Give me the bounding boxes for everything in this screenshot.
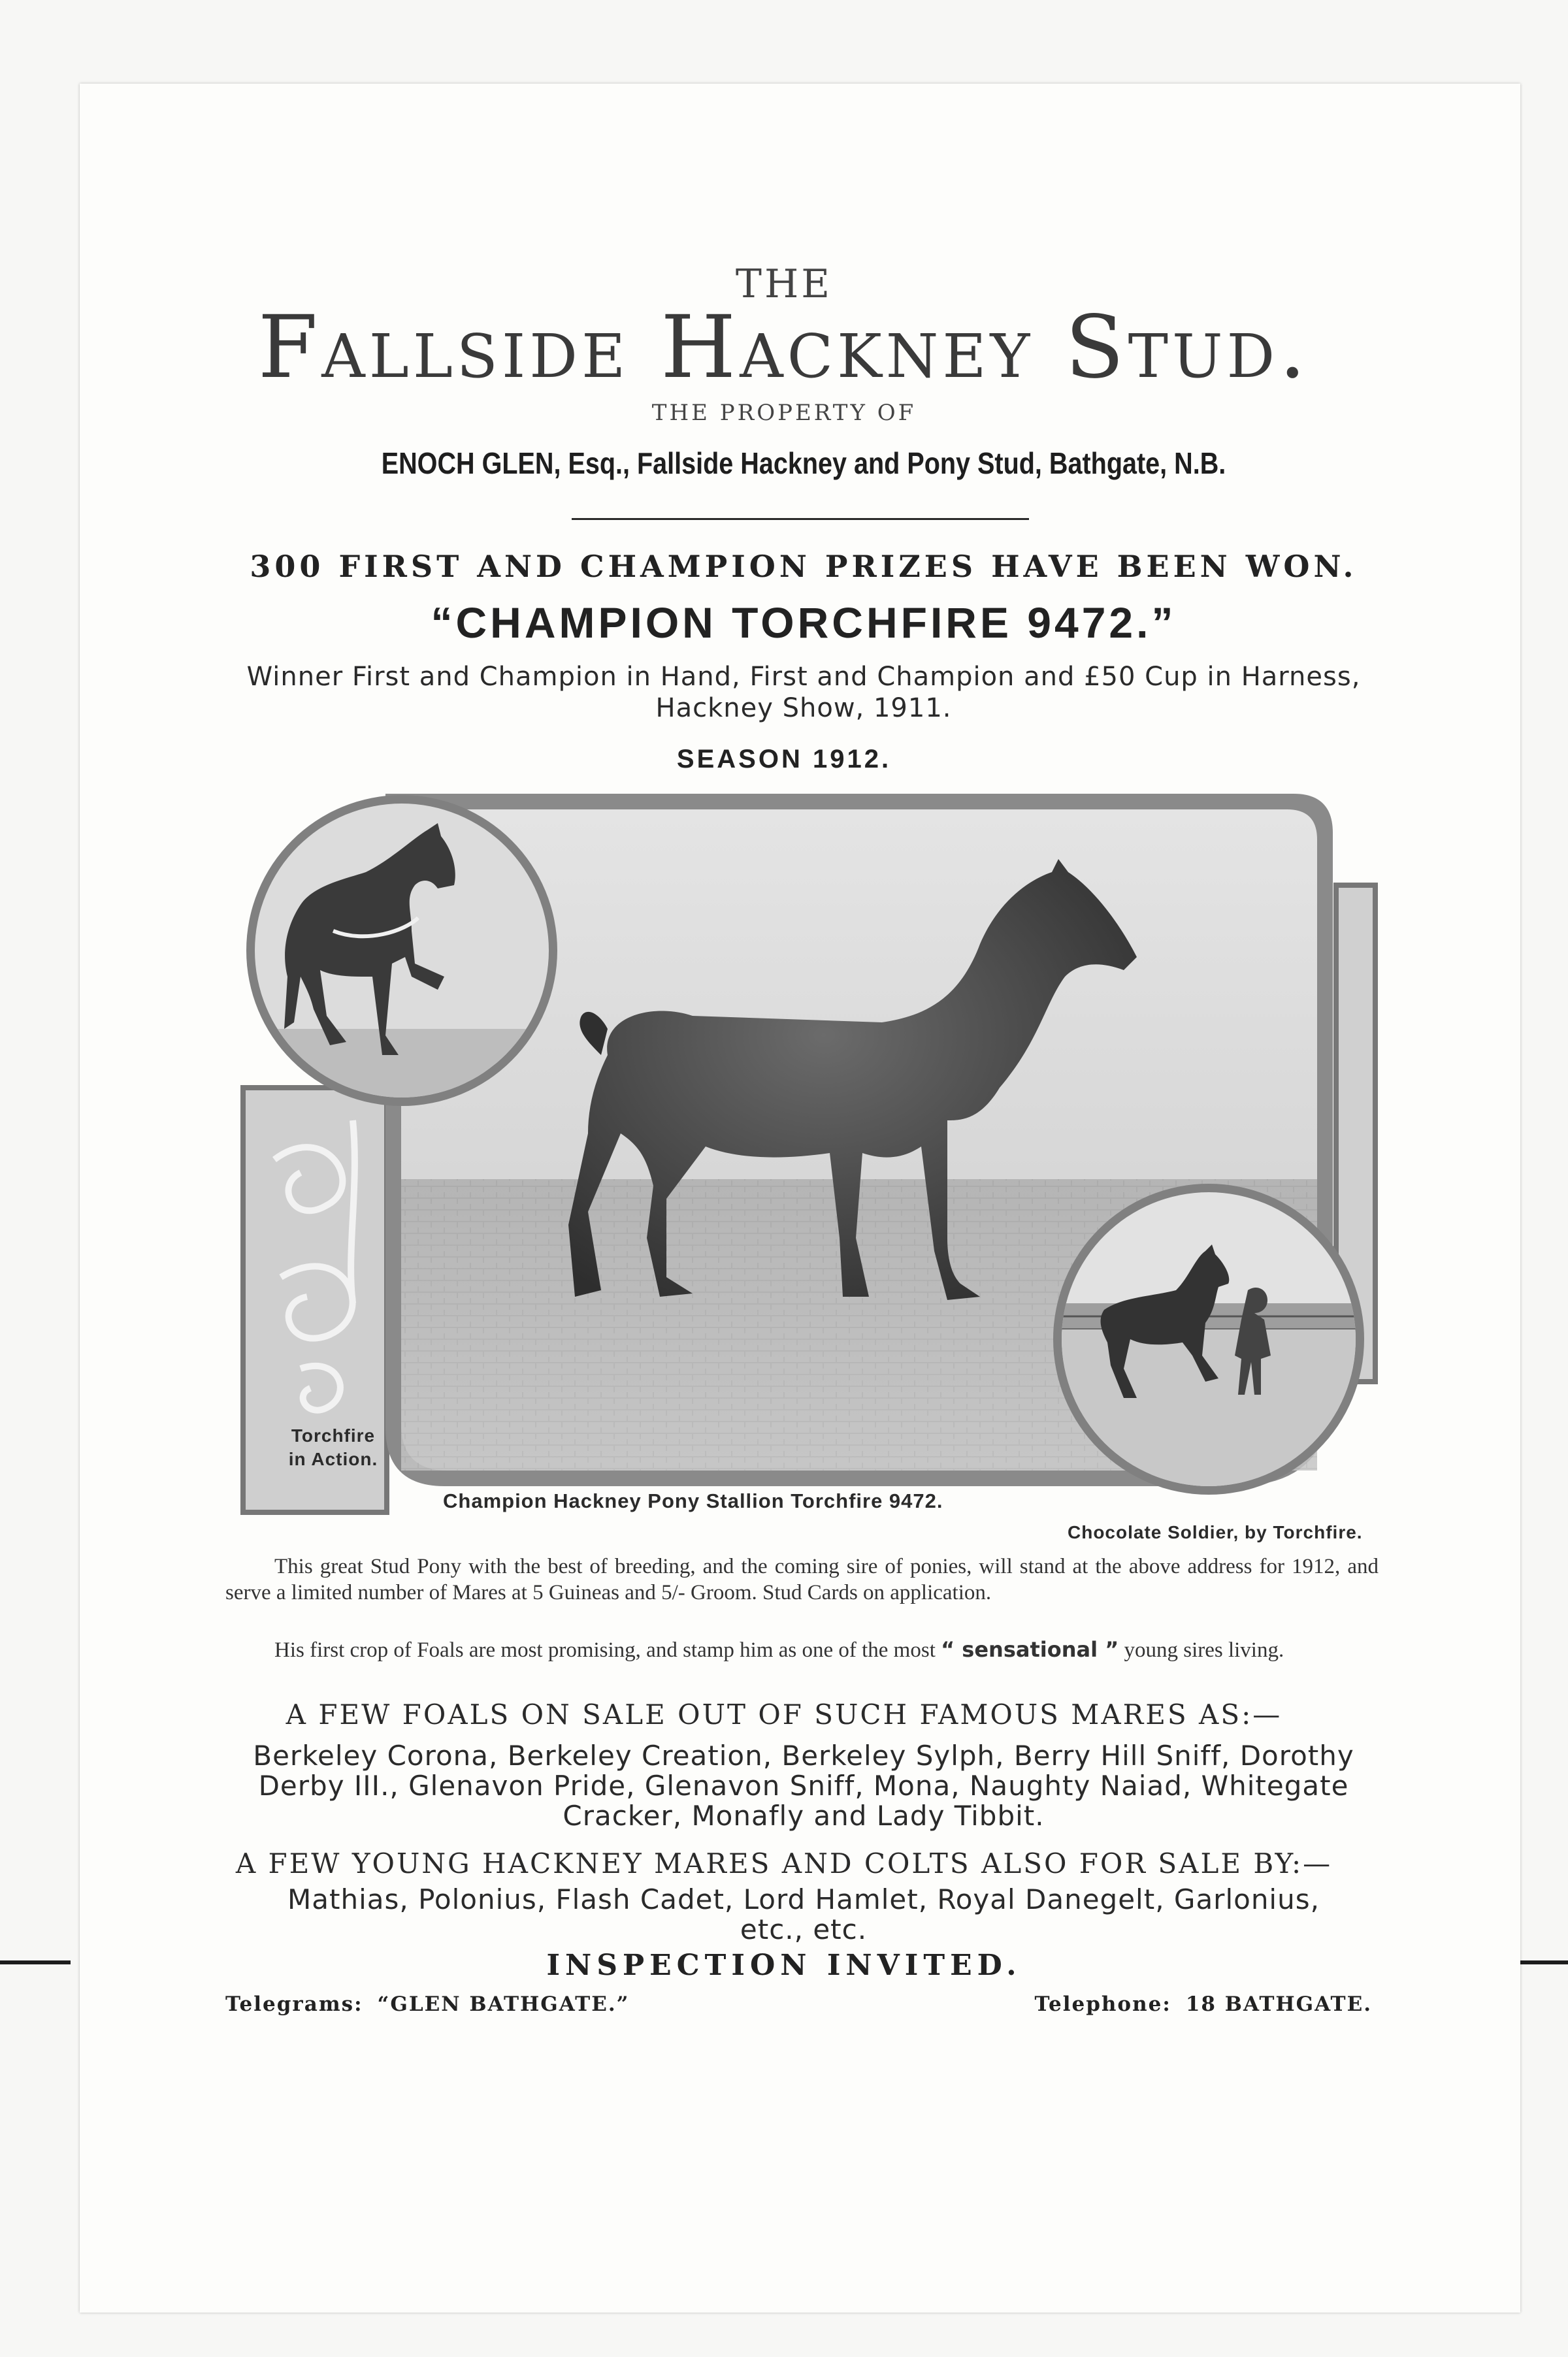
caption-action (242, 1424, 425, 1471)
mares-heading: A FEW YOUNG HACKNEY MARES AND COLTS ALSO FOR SALE BY:— (235, 1847, 1333, 1879)
caption-main: Champion Hackney Pony Stallion Torchfire 9472. (443, 1489, 943, 1512)
para2-emphasis: “ sensational ” (941, 1637, 1119, 1662)
para2-start: His first crop of Foals are most promising, and stamp him as one of the most (274, 1638, 936, 1662)
sires-list: Mathias, Polonius, Flash Cadet, Lord Hamlet, Royal Danegelt, Garlonius, etc., etc. (287, 1883, 1320, 1945)
footer-telephone (1013, 1992, 1372, 2016)
divider-rule (572, 518, 1029, 520)
para2-end: young sires living. (1124, 1638, 1284, 1662)
photo-collage (196, 781, 1392, 1532)
owner-line: ENOCH GLEN, Esq., Fallside Hackney and Pony Stud, Bathgate, N.B. (381, 446, 1226, 480)
telephone-value: 18 BATHGATE. (1185, 1992, 1372, 2016)
paragraph-stud-pony: This great Stud Pony with the best of breeding, and the coming sire of ponies, will stand at the above address for 1912, and serve a limited number of Mares at 5 Guineas and 5/- Groom. Stud Cards on application. (225, 1555, 1379, 1604)
heading-the: THE (735, 261, 833, 307)
paragraph-first-crop (225, 1636, 1379, 1663)
foals-heading: A FEW FOALS ON SALE OUT OF SUCH FAMOUS MARES AS:— (286, 1699, 1282, 1731)
foals-mares-list: Berkeley Corona, Berkeley Creation, Berkeley Sylph, Berry Hill Sniff, Dorothy Derby III., Glenavon Pride, Glenavon Sniff, Mona, Naughty Naiad, Whitegate Cracker, Monafly and Lady Tibbit. (253, 1740, 1354, 1832)
caption-action-line2: in Action. (288, 1449, 378, 1469)
property-of-label: THE PROPERTY OF (651, 400, 917, 426)
telephone-label: Telephone: (1034, 1992, 1171, 2016)
caption-chocolate-soldier: Chocolate Soldier, by Torchfire. (1068, 1522, 1363, 1542)
inspection-invited: INSPECTION INVITED. (546, 1949, 1022, 1982)
prizes-banner: 300 FIRST AND CHAMPION PRIZES HAVE BEEN WON. (250, 549, 1358, 584)
champion-title: “CHAMPION TORCHFIRE 9472.” (431, 598, 1177, 647)
season-label: SEASON 1912. (676, 745, 892, 773)
page-title: Fallside Hackney Stud. (257, 297, 1311, 398)
caption-action-line1: Torchfire (291, 1425, 376, 1446)
winner-description: Winner First and Champion in Hand, First and Champion and £50 Cup in Harness, Hackney Show, 1911. (246, 662, 1361, 723)
footer-telegrams (225, 1992, 629, 2016)
telegrams-label: Telegrams: (225, 1992, 363, 2016)
telegrams-value: “GLEN BATHGATE.” (377, 1992, 630, 2016)
